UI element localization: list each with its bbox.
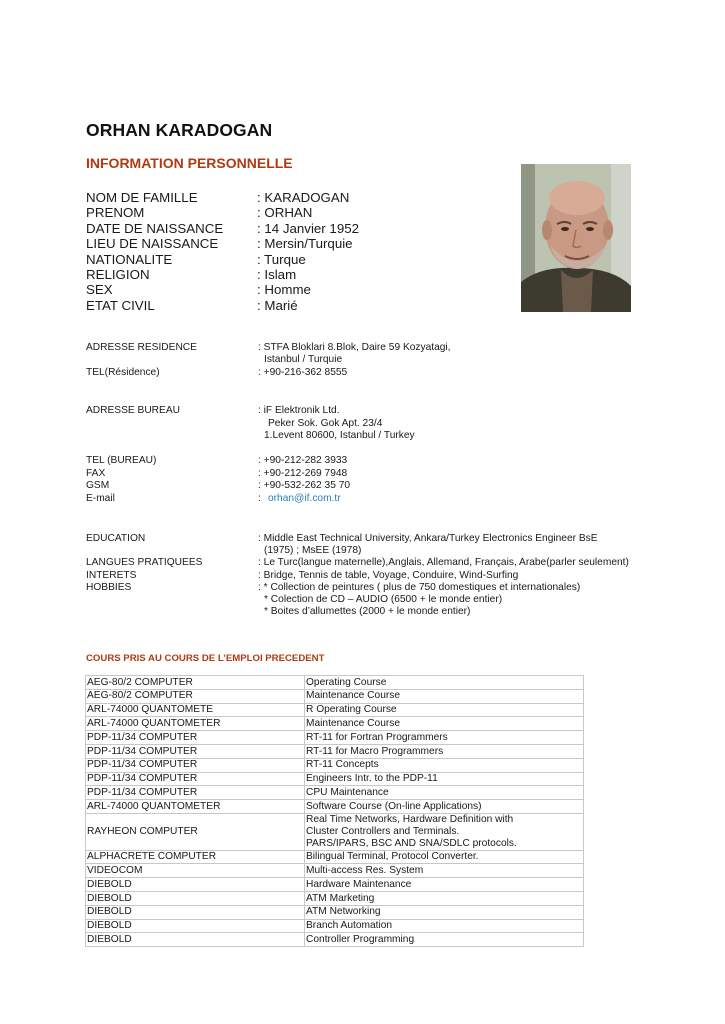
course-name: Real Time Networks, Hardware Definition with Cluster Controllers and Terminals. PARS/IPARS, BSC AND SNA/SDLC protocols.	[305, 813, 584, 850]
personal-row-nationalite	[86, 252, 359, 267]
course-name: Maintenance Course	[305, 689, 584, 703]
courses-section-title: COURS PRIS AU COURS DE L’EMPLOI PRECEDENT	[86, 653, 325, 664]
course-name: Controller Programming	[305, 933, 584, 947]
course-system: ARL-74000 QUANTOMETER	[86, 800, 305, 814]
personal-value: : Marié	[257, 297, 298, 313]
table-row	[86, 689, 584, 703]
course-name: Engineers Intr. to the PDP-11	[305, 772, 584, 786]
tel-bureau-value: : +90-212-282 3933	[258, 455, 348, 466]
course-name: Bilingual Terminal, Protocol Converter.	[305, 850, 584, 864]
personal-row-religion	[86, 267, 359, 282]
table-row	[86, 717, 584, 731]
email-label: E-mail	[86, 492, 115, 504]
bureau-label: ADRESSE BUREAU	[86, 405, 180, 416]
course-system: ARL-74000 QUANTOMETER	[86, 717, 305, 731]
hobbies-label: HOBBIES	[86, 581, 132, 593]
personal-value: : Homme	[257, 282, 311, 298]
course-name: Maintenance Course	[305, 717, 584, 731]
table-row	[86, 933, 584, 947]
course-system: ALPHACRETE COMPUTER	[86, 850, 305, 864]
course-system: DIEBOLD	[86, 905, 305, 919]
table-row	[86, 731, 584, 745]
table-row	[86, 800, 584, 814]
personal-label: NATIONALITE	[86, 251, 173, 267]
email-link[interactable]: orhan@if.com.tr	[268, 492, 341, 504]
personal-row-prenom	[86, 205, 359, 220]
course-system: PDP-11/34 COMPUTER	[86, 758, 305, 772]
residence-tel-label: TEL(Résidence)	[86, 366, 160, 378]
table-row	[86, 772, 584, 786]
course-system: DIEBOLD	[86, 878, 305, 892]
course-system: AEG-80/2 COMPUTER	[86, 689, 305, 703]
course-name: Hardware Maintenance	[305, 878, 584, 892]
interets-label: INTERETS	[86, 569, 137, 581]
course-name: RT-11 Concepts	[305, 758, 584, 772]
hobbies-line3: * Boites d’allumettes (2000 + le monde entier)	[264, 606, 471, 618]
course-name: Software Course (On-line Applications)	[305, 800, 584, 814]
bureau-block	[86, 405, 646, 445]
table-row	[86, 919, 584, 933]
personal-value: : 14 Janvier 1952	[257, 220, 360, 236]
course-system: ARL-74000 QUANTOMETE	[86, 703, 305, 717]
personal-label: DATE DE NAISSANCE	[86, 220, 224, 236]
hobbies-line1: : * Collection de peintures ( plus de 750 domestiques et internationales)	[258, 581, 581, 593]
personal-label: PRENOM	[86, 205, 145, 221]
residence-block	[86, 342, 646, 392]
contacts-block	[86, 455, 646, 507]
course-name: RT-11 for Fortran Programmers	[305, 731, 584, 745]
course-system: PDP-11/34 COMPUTER	[86, 731, 305, 745]
residence-tel-value: : +90-216-362 8555	[258, 366, 348, 378]
personal-label: NOM DE FAMILLE	[86, 190, 198, 205]
course-system: DIEBOLD	[86, 919, 305, 933]
course-name: Operating Course	[305, 676, 584, 690]
personal-row-lieu-naissance	[86, 236, 359, 251]
course-name: CPU Maintenance	[305, 786, 584, 800]
interets-value: : Bridge, Tennis de table, Voyage, Conduire, Wind-Surfing	[258, 569, 519, 581]
table-row	[86, 864, 584, 878]
personal-label: LIEU DE NAISSANCE	[86, 236, 219, 252]
course-system: AEG-80/2 COMPUTER	[86, 676, 305, 690]
personal-value: : ORHAN	[257, 205, 313, 221]
table-row	[86, 813, 584, 850]
table-row	[86, 703, 584, 717]
personal-value: : KARADOGAN	[257, 190, 350, 205]
fax-value: : +90-212-269 7948	[258, 467, 348, 479]
table-row	[86, 744, 584, 758]
course-name: RT-11 for Macro Programmers	[305, 744, 584, 758]
courses-table	[85, 675, 584, 947]
residence-address-line2: Istanbul / Turquie	[264, 354, 343, 366]
table-row	[86, 892, 584, 906]
table-row	[86, 878, 584, 892]
table-row	[86, 758, 584, 772]
residence-label: ADRESSE RESIDENCE	[86, 342, 197, 353]
course-system: PDP-11/34 COMPUTER	[86, 772, 305, 786]
personal-label: SEX	[86, 282, 113, 298]
table-row	[86, 905, 584, 919]
course-system: DIEBOLD	[86, 933, 305, 947]
personal-row-etat-civil	[86, 298, 359, 313]
portrait-image	[521, 164, 631, 312]
course-system: VIDEOCOM	[86, 864, 305, 878]
education-label: EDUCATION	[86, 533, 146, 544]
section-title-personal-info: INFORMATION PERSONNELLE	[86, 155, 293, 171]
course-system: DIEBOLD	[86, 892, 305, 906]
gsm-value: : +90-532-262 35 70	[258, 480, 351, 492]
langues-label: LANGUES PRATIQUEES	[86, 557, 203, 569]
tel-bureau-label: TEL (BUREAU)	[86, 455, 157, 466]
hobbies-line2: * Colection de CD – AUDIO (6500 + le monde entier)	[264, 594, 503, 605]
personal-label: RELIGION	[86, 266, 150, 282]
personal-row-date-naissance	[86, 221, 359, 236]
personal-value: : Islam	[257, 266, 297, 282]
table-row	[86, 676, 584, 690]
education-line1: : Middle East Technical University, Ankara/Turkey Electronics Engineer BsE	[258, 533, 598, 544]
bureau-address-line3: 1.Levent 80600, Istanbul / Turkey	[264, 430, 415, 442]
gsm-label: GSM	[86, 480, 110, 492]
langues-value: : Le Turc(langue maternelle),Anglais, Allemand, Français, Arabe(parler seulement)	[258, 557, 629, 569]
table-row	[86, 850, 584, 864]
personal-value: : Turque	[257, 251, 306, 267]
bureau-address-line1: : iF Elektronik Ltd.	[258, 405, 340, 416]
person-name: ORHAN KARADOGAN	[86, 120, 273, 140]
course-name: R Operating Course	[305, 703, 584, 717]
profile-photo	[521, 164, 631, 312]
fax-label: FAX	[86, 467, 106, 479]
personal-value: : Mersin/Turquie	[257, 236, 353, 252]
email-prefix: :	[258, 492, 261, 504]
course-system: PDP-11/34 COMPUTER	[86, 786, 305, 800]
education-block	[86, 533, 686, 623]
personal-row-nom	[86, 190, 359, 205]
course-name: ATM Networking	[305, 905, 584, 919]
personal-info-list	[86, 190, 359, 313]
course-name: Branch Automation	[305, 919, 584, 933]
course-name: ATM Marketing	[305, 892, 584, 906]
bureau-address-line2: Peker Sok. Gok Apt. 23/4	[268, 417, 383, 429]
table-row	[86, 786, 584, 800]
residence-address-line1: : STFA Bloklari 8.Blok, Daire 59 Kozyatagi,	[258, 342, 451, 353]
personal-row-sex	[86, 282, 359, 297]
personal-label: ETAT CIVIL	[86, 297, 155, 313]
course-name: Multi-access Res. System	[305, 864, 584, 878]
course-system: RAYHEON COMPUTER	[86, 813, 305, 850]
course-system: PDP-11/34 COMPUTER	[86, 744, 305, 758]
education-line2: (1975) ; MsEE (1978)	[264, 545, 362, 557]
